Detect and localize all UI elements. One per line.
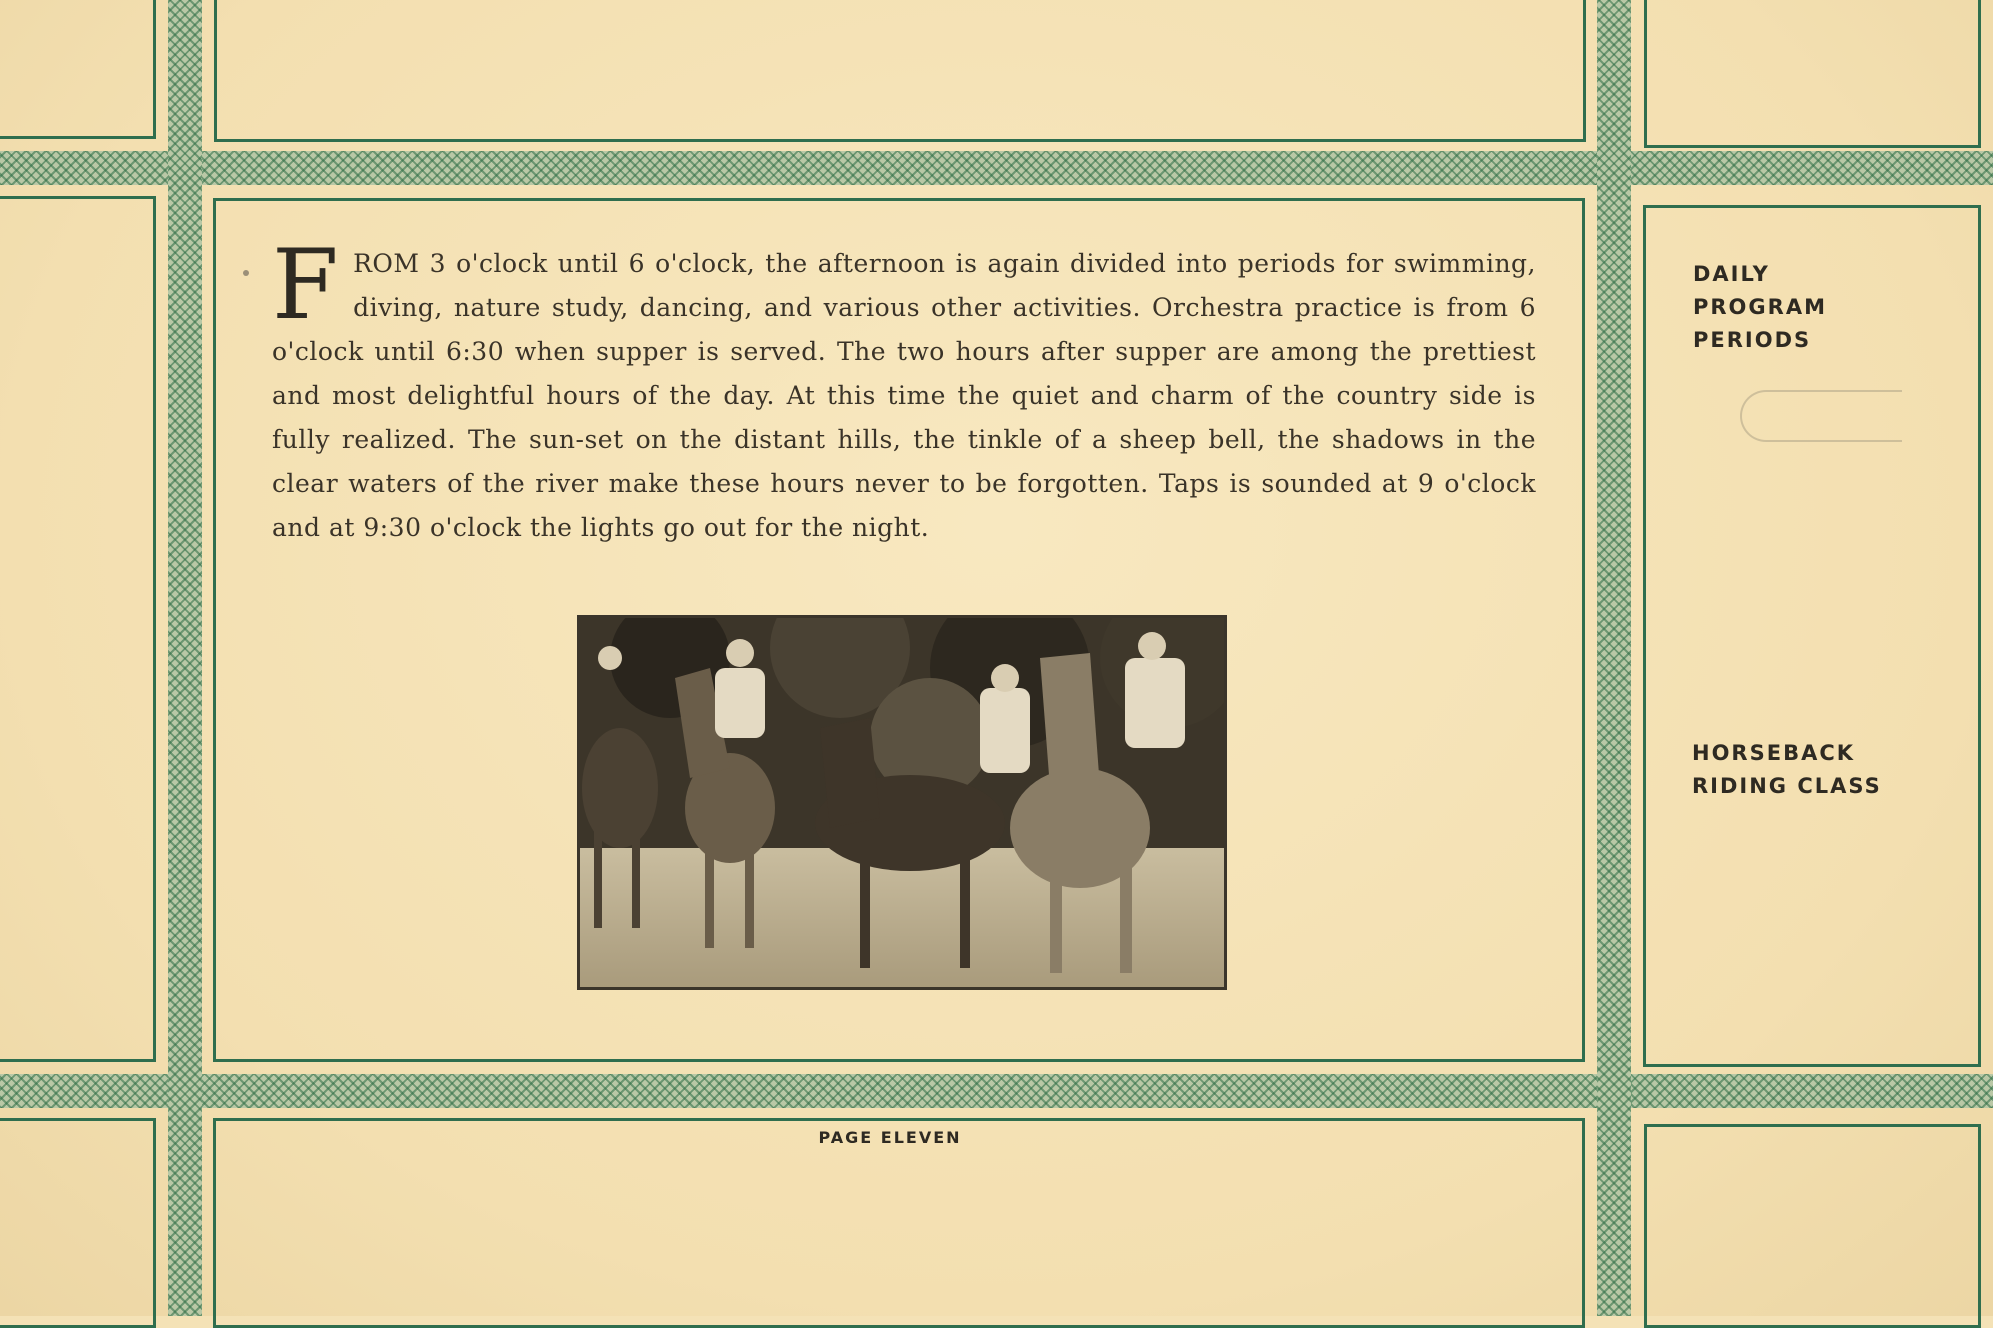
right-decorative-band <box>1597 0 1631 1316</box>
frame-top-right <box>1644 0 1981 148</box>
frame-top-left <box>0 0 156 139</box>
left-decorative-band <box>168 0 202 1316</box>
photo-caption-line: HORSEBACK <box>1692 741 1856 765</box>
body-paragraph <box>272 229 1536 550</box>
bottom-decorative-band <box>0 1074 1993 1108</box>
photo-caption <box>1692 737 1882 803</box>
section-title-line: PERIODS <box>1693 328 1812 352</box>
frame-bottom-center <box>213 1118 1585 1328</box>
riders-illustration <box>580 618 1224 987</box>
section-title <box>1693 258 1827 357</box>
page-number-label: PAGE ELEVEN <box>818 1128 962 1147</box>
paragraph-text: ROM 3 o'clock until 6 o'clock, the afternoon is again divided into periods for swimming, diving, nature study, dancing, and various other activities. Orchestra practice is from 6 o'clock until 6:30 when supper is served. The two hours after supper are among the prettiest and most delightful hours of the day. At this time the quiet and charm of the country side is fully realized. The sun-set on the distant hills, the tinkle of a sheep bell, the shadows in the clear waters of the river make these hours never to be forgotten. Taps is sounded at 9 o'clock and at 9:30 o'clock the lights go out for the night. <box>272 249 1536 542</box>
photo-caption-line: RIDING CLASS <box>1692 774 1882 798</box>
paper-tab-mark <box>1740 390 1902 442</box>
top-decorative-band <box>0 151 1993 185</box>
frame-top-center <box>214 0 1586 142</box>
ink-speck <box>243 270 249 276</box>
frame-middle-left <box>0 196 156 1062</box>
section-title-line: DAILY <box>1693 262 1770 286</box>
frame-bottom-left <box>0 1118 156 1328</box>
frame-bottom-right <box>1644 1124 1981 1328</box>
horseback-riding-photo <box>577 615 1227 990</box>
drop-cap: F <box>272 229 340 341</box>
section-title-line: PROGRAM <box>1693 295 1827 319</box>
